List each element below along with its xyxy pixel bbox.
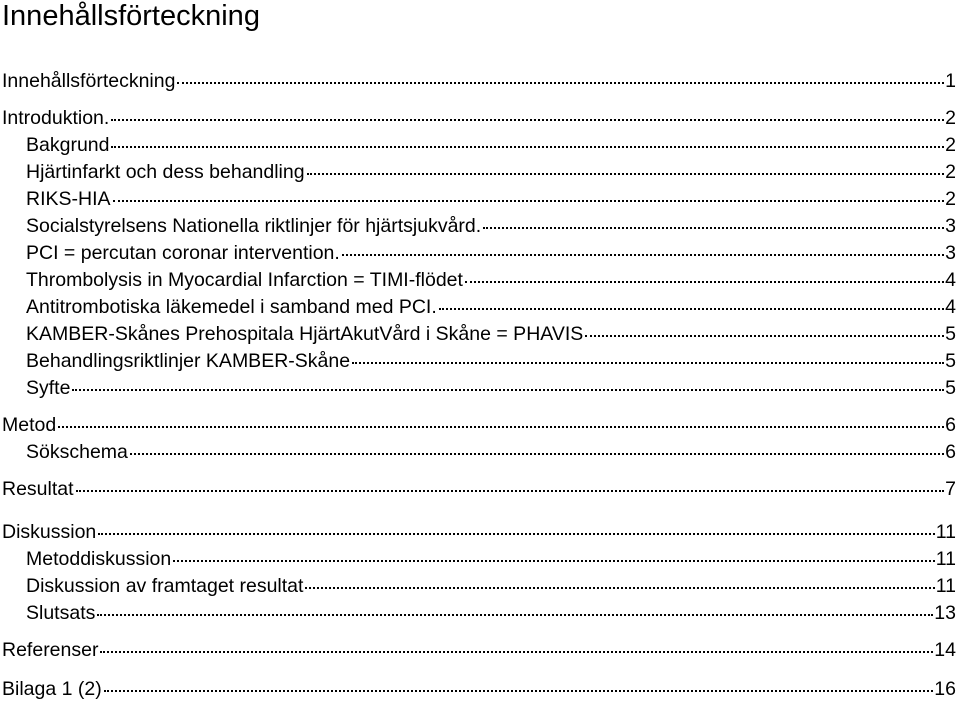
toc-entry-page-number: 7 [945, 478, 956, 500]
toc-entry-title: Bakgrund [26, 134, 110, 156]
toc-entry[interactable] [0, 547, 960, 571]
toc-entry[interactable] [0, 322, 960, 346]
dot-leader [111, 119, 944, 121]
toc-entry[interactable] [0, 241, 960, 265]
toc-entry-title: Diskussion [2, 521, 97, 543]
toc-entry[interactable] [0, 349, 960, 373]
toc-entry-title: KAMBER-Skånes Prehospitala HjärtAkutVård i Skåne = PHAVIS [26, 323, 584, 345]
dot-leader [130, 453, 944, 455]
dot-leader [76, 490, 945, 492]
toc-entry[interactable] [0, 477, 960, 501]
dot-leader [173, 560, 935, 562]
toc-entry-title: Metod [2, 414, 57, 436]
toc-entry[interactable] [0, 214, 960, 238]
toc-entry-page-number: 1 [945, 70, 956, 92]
toc-entry-page-number: 4 [945, 296, 956, 318]
toc-entry[interactable] [0, 133, 960, 157]
dot-leader [58, 426, 944, 428]
toc-entry[interactable] [0, 187, 960, 211]
toc-entry-title: Antitrombotiska läkemedel i samband med PCI. [26, 296, 437, 318]
toc-entry[interactable] [0, 295, 960, 319]
toc-entry-page-number: 4 [945, 269, 956, 291]
toc-entry-page-number: 3 [945, 242, 956, 264]
toc-entry-page-number: 11 [935, 548, 956, 570]
dot-leader [98, 533, 934, 535]
dot-leader [104, 690, 934, 692]
toc-entry-title: Socialstyrelsens Nationella riktlinjer för hjärtsjukvård. [26, 215, 482, 237]
toc-entry-title: Referenser [2, 639, 99, 661]
toc-entry-title: Bilaga 1 (2) [2, 678, 102, 700]
toc-entry-title: Slutsats [26, 602, 96, 624]
toc-entry[interactable] [0, 160, 960, 184]
toc-entry-page-number: 2 [945, 134, 956, 156]
toc-entry-title: Syfte [26, 377, 71, 399]
dot-leader [307, 173, 945, 175]
toc-heading: Innehållsförteckning [2, 0, 260, 32]
toc-entry-page-number: 14 [934, 639, 956, 661]
dot-leader [97, 614, 933, 616]
dot-leader [113, 200, 945, 202]
dot-leader [483, 227, 944, 229]
toc-entry-title: Thrombolysis in Myocardial Infarction = TIMI-flödet [26, 269, 463, 291]
toc-entry-title: Innehållsförteckning [2, 70, 176, 92]
toc-entry-title: RIKS-HIA [26, 188, 111, 210]
toc-entry-title: Hjärtinfarkt och dess behandling [26, 161, 305, 183]
toc-entry-title: Resultat [2, 478, 74, 500]
toc-entry[interactable] [0, 376, 960, 400]
toc-entry-page-number: 2 [945, 188, 956, 210]
dot-leader [177, 82, 944, 84]
toc-entry[interactable] [0, 413, 960, 437]
toc-entry-page-number: 3 [945, 215, 956, 237]
toc-entry[interactable] [0, 69, 960, 93]
dot-leader [465, 281, 944, 283]
toc-entry-page-number: 5 [945, 323, 956, 345]
toc-entry-page-number: 5 [945, 377, 956, 399]
dot-leader [100, 651, 933, 653]
toc-entry[interactable] [0, 106, 960, 130]
toc-entry-title: Behandlingsriktlinjer KAMBER-Skåne [26, 350, 351, 372]
dot-leader [111, 146, 944, 148]
toc-entry-title: Diskussion av framtaget resultat [26, 575, 304, 597]
toc-entry-page-number: 13 [934, 602, 956, 624]
toc-entry[interactable] [0, 440, 960, 464]
dot-leader [585, 335, 944, 337]
toc-entry-title: PCI = percutan coronar intervention. [26, 242, 340, 264]
toc-entry-page-number: 2 [945, 107, 956, 129]
toc-entry-title: Metoddiskussion [26, 548, 172, 570]
dot-leader [305, 587, 934, 589]
toc-entry-page-number: 11 [935, 521, 956, 543]
toc-entry-title: Introduktion. [2, 107, 110, 129]
toc-entry[interactable] [0, 601, 960, 625]
toc-entry[interactable] [0, 520, 960, 544]
dot-leader [352, 362, 944, 364]
toc-entry-page-number: 6 [945, 414, 956, 436]
dot-leader [72, 389, 944, 391]
toc-entry-page-number: 2 [945, 161, 956, 183]
toc-entry-page-number: 11 [935, 575, 956, 597]
toc-entry[interactable] [0, 268, 960, 292]
toc-entry-title: Sökschema [26, 441, 128, 463]
dot-leader [439, 308, 944, 310]
dot-leader [342, 254, 944, 256]
toc-entry[interactable] [0, 638, 960, 662]
toc-entry[interactable] [0, 677, 960, 701]
toc-entry[interactable] [0, 574, 960, 598]
toc-entry-page-number: 6 [945, 441, 956, 463]
toc-entry-page-number: 16 [934, 678, 956, 700]
toc-entry-page-number: 5 [945, 350, 956, 372]
